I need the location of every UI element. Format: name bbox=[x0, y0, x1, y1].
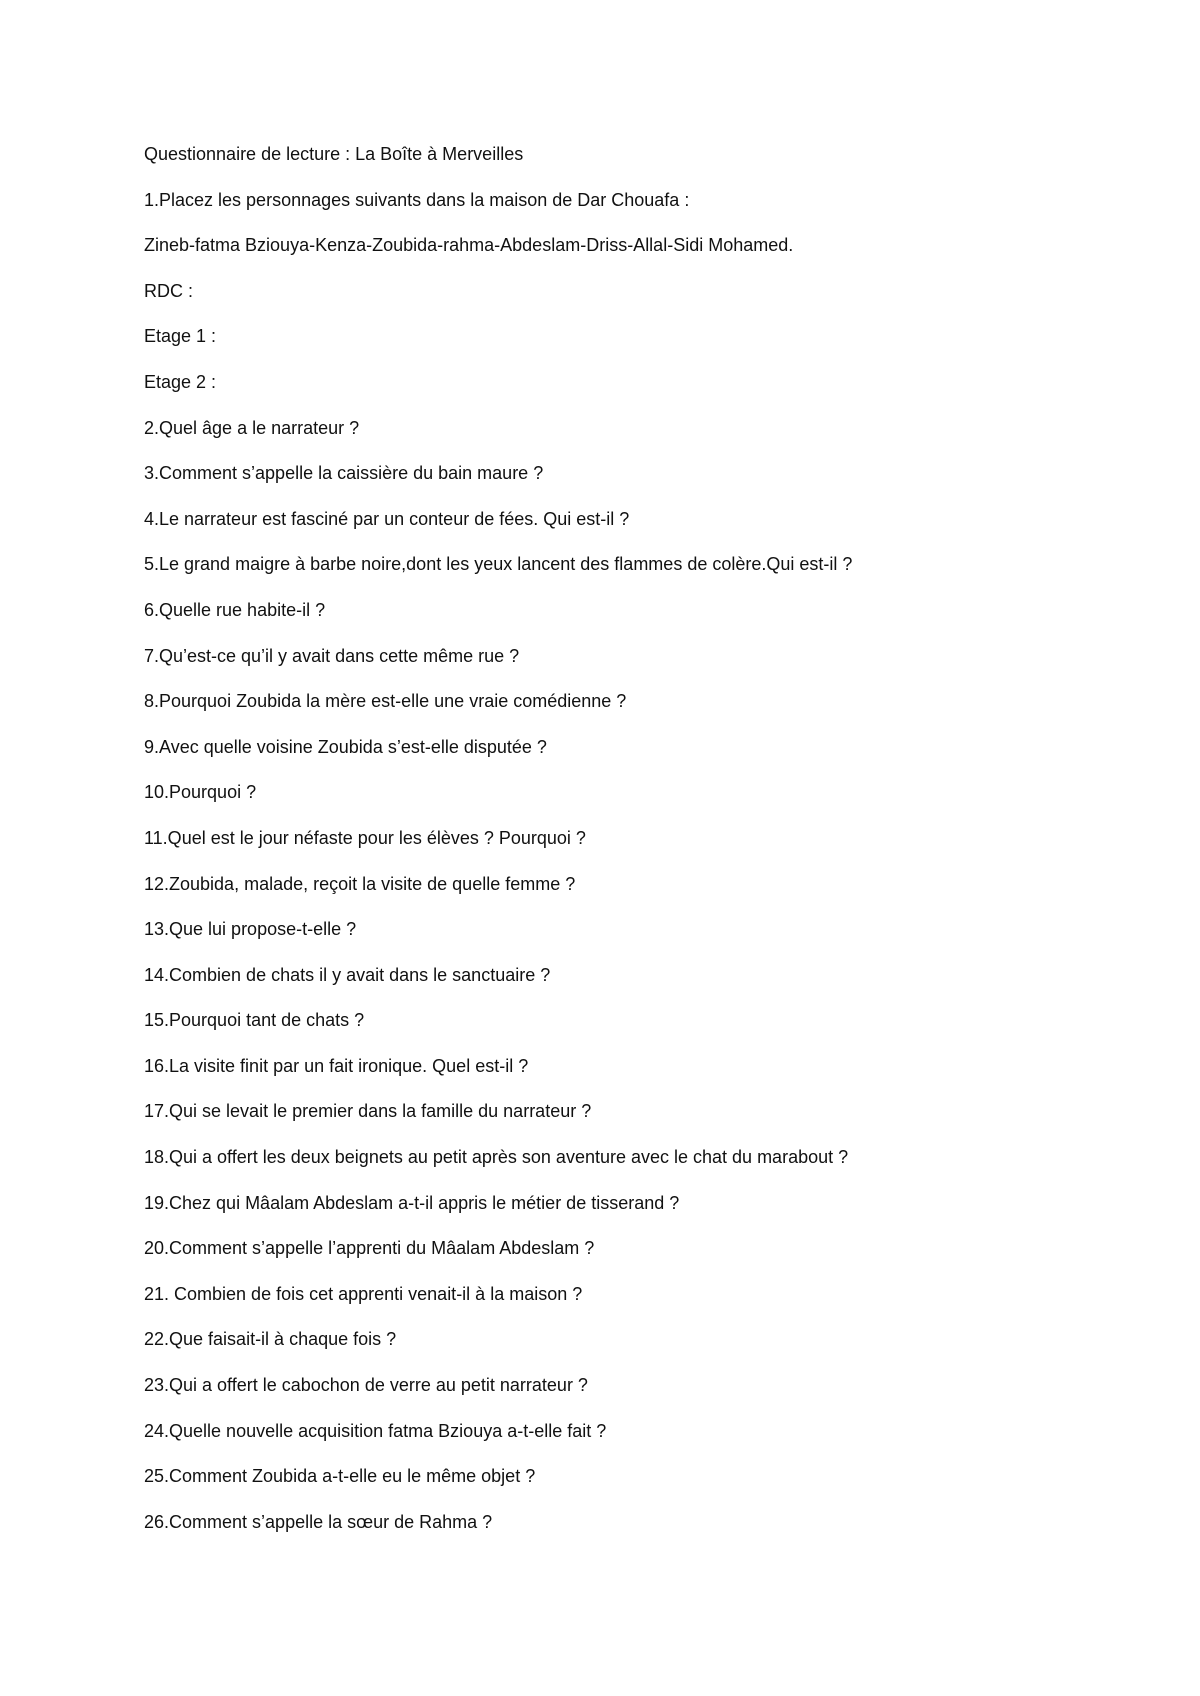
question-13: 13.Que lui propose-t-elle ? bbox=[144, 919, 357, 940]
floor-etage-2: Etage 2 : bbox=[144, 371, 217, 392]
question-7: 7.Qu’est-ce qu’il y avait dans cette même rue ? bbox=[144, 645, 520, 666]
question-2: 2.Quel âge a le narrateur ? bbox=[144, 417, 360, 438]
question-26: 26.Comment s’appelle la sœur de Rahma ? bbox=[144, 1511, 493, 1532]
question-4: 4.Le narrateur est fasciné par un conteur de fées. Qui est-il ? bbox=[144, 508, 630, 529]
question-23: 23.Qui a offert le cabochon de verre au petit narrateur ? bbox=[144, 1375, 588, 1396]
question-14: 14.Combien de chats il y avait dans le sanctuaire ? bbox=[144, 964, 551, 985]
character-list: Zineb-fatma Bziouya-Kenza-Zoubida-rahma-Abdeslam-Driss-Allal-Sidi Mohamed. bbox=[144, 235, 794, 256]
question-12: 12.Zoubida, malade, reçoit la visite de quelle femme ? bbox=[144, 873, 576, 894]
question-1: 1.Placez les personnages suivants dans la maison de Dar Chouafa : bbox=[144, 189, 690, 210]
question-19: 19.Chez qui Mâalam Abdeslam a-t-il appris le métier de tisserand ? bbox=[144, 1192, 680, 1213]
document-body bbox=[144, 143, 1104, 1556]
floor-rdc: RDC : bbox=[144, 280, 193, 301]
question-16: 16.La visite finit par un fait ironique. Quel est-il ? bbox=[144, 1055, 529, 1076]
question-24: 24.Quelle nouvelle acquisition fatma Bziouya a-t-elle fait ? bbox=[144, 1420, 607, 1441]
question-6: 6.Quelle rue habite-il ? bbox=[144, 599, 326, 620]
question-17: 17.Qui se levait le premier dans la famille du narrateur ? bbox=[144, 1101, 592, 1122]
question-11: 11.Quel est le jour néfaste pour les élèves ? Pourquoi ? bbox=[144, 827, 586, 848]
question-5: 5.Le grand maigre à barbe noire,dont les yeux lancent des flammes de colère.Qui est-il ? bbox=[144, 554, 853, 575]
question-18: 18.Qui a offert les deux beignets au petit après son aventure avec le chat du marabout ? bbox=[144, 1147, 849, 1168]
question-3: 3.Comment s’appelle la caissière du bain maure ? bbox=[144, 463, 544, 484]
document-title: Questionnaire de lecture : La Boîte à Merveilles bbox=[144, 144, 524, 164]
question-20: 20.Comment s’appelle l’apprenti du Mâalam Abdeslam ? bbox=[144, 1238, 595, 1259]
question-22: 22.Que faisait-il à chaque fois ? bbox=[144, 1329, 397, 1350]
question-21: 21. Combien de fois cet apprenti venait-il à la maison ? bbox=[144, 1283, 583, 1304]
question-25: 25.Comment Zoubida a-t-elle eu le même objet ? bbox=[144, 1466, 536, 1487]
question-15: 15.Pourquoi tant de chats ? bbox=[144, 1010, 365, 1031]
floor-etage-1: Etage 1 : bbox=[144, 326, 217, 347]
question-8: 8.Pourquoi Zoubida la mère est-elle une vraie comédienne ? bbox=[144, 691, 627, 712]
question-9: 9.Avec quelle voisine Zoubida s’est-elle disputée ? bbox=[144, 736, 547, 757]
question-10: 10.Pourquoi ? bbox=[144, 782, 257, 803]
